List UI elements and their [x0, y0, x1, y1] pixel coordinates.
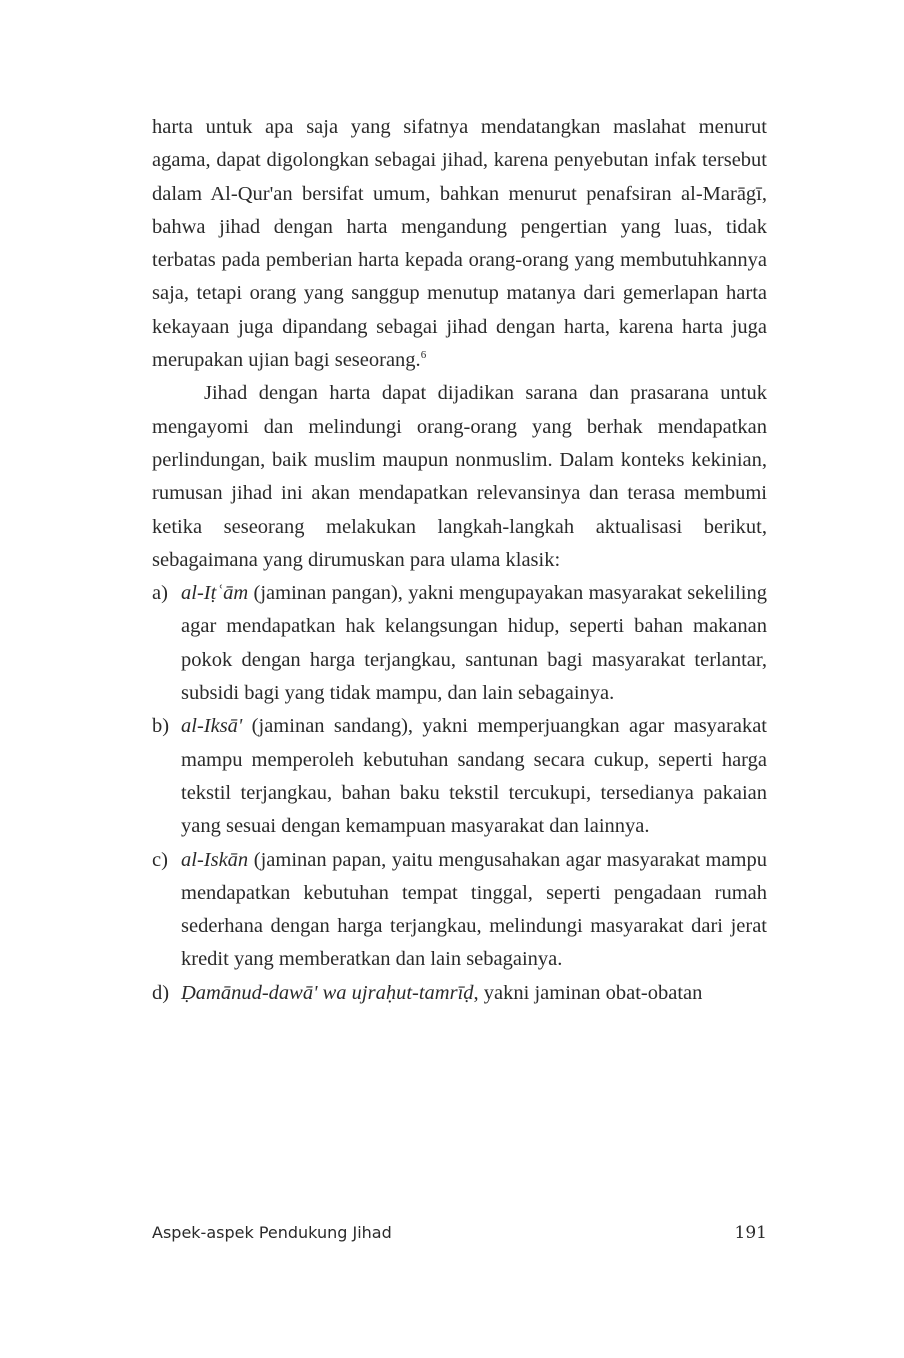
running-title: Aspek-aspek Pendukung Jihad	[152, 1223, 392, 1242]
list-text: , yakni jaminan obat-obatan	[473, 981, 703, 1004]
actualization-list	[152, 577, 767, 1010]
body-text	[152, 111, 767, 1010]
list-term: Ḍamānud-dawā' wa ujraḥut-tamrīḍ	[181, 981, 474, 1004]
list-item	[152, 977, 767, 1010]
list-marker: d)	[152, 981, 170, 1004]
page-number: 191	[734, 1223, 767, 1243]
list-term: al-Iksā'	[181, 715, 243, 738]
list-term: al-Iṭʿām	[181, 582, 249, 605]
footnote-reference: 6	[420, 349, 427, 362]
list-marker: b)	[152, 715, 170, 738]
list-item	[152, 577, 767, 710]
list-term: al-Iskān	[181, 848, 249, 871]
list-text: (jaminan papan, yaitu mengusahakan agar masyarakat mampu mendapatkan kebutuhan tempat tinggal, seperti pengadaan rumah sederhana dengan harga terjangkau, melindungi masyarakat dari jerat kredit yang memberatkan dan lain sebagainya.	[181, 848, 767, 971]
list-marker: a)	[152, 582, 168, 605]
list-item	[152, 710, 767, 843]
paragraph-2: Jihad dengan harta dapat dijadikan sarana dan prasarana untuk mengayomi dan melindungi orang-orang yang berhak mendapatkan perlindungan, baik muslim maupun nonmuslim. Dalam konteks kekinian, rumusan jihad ini akan mendapatkan relevansinya dan terasa membumi ketika seseorang melakukan langkah-langkah aktualisasi berikut, sebagaimana yang dirumuskan para ulama klasik:	[152, 382, 767, 571]
paragraph-1-text: harta untuk apa saja yang sifatnya mendatangkan maslahat menurut agama, dapat digolongkan sebagai jihad, karena penyebutan infak tersebut dalam Al-Qur'an bersifat umum, bahkan menurut penafsiran al-Marāgī, bahwa jihad dengan harta mengandung pengertian yang luas, tidak terbatas pada pemberian harta kepada orang-orang yang membutuhkannya saja, tetapi orang yang sanggup menutup matanya dari gemerlapan harta kekayaan juga dipandang sebagai jihad dengan harta, karena harta juga merupakan ujian bagi seseorang.	[152, 116, 767, 372]
paragraph-1	[152, 111, 767, 377]
list-marker: c)	[152, 848, 168, 871]
list-item	[152, 844, 767, 977]
list-text: (jaminan sandang), yakni memperjuangkan agar masyarakat mampu memperoleh kebutuhan sandang secara cukup, seperti harga tekstil terjangkau, bahan baku tekstil tercukupi, tersedianya pakaian yang sesuai dengan kemampuan masyarakat dan lainnya.	[181, 715, 767, 838]
list-text: (jaminan pangan), yakni mengupayakan masyarakat sekeliling agar mendapatkan hak kelangsungan hidup, seperti bahan makanan pokok dengan harga terjangkau, santunan bagi masyarakat terlantar, subsidi bagi yang tidak mampu, dan lain sebagainya.	[181, 582, 767, 705]
